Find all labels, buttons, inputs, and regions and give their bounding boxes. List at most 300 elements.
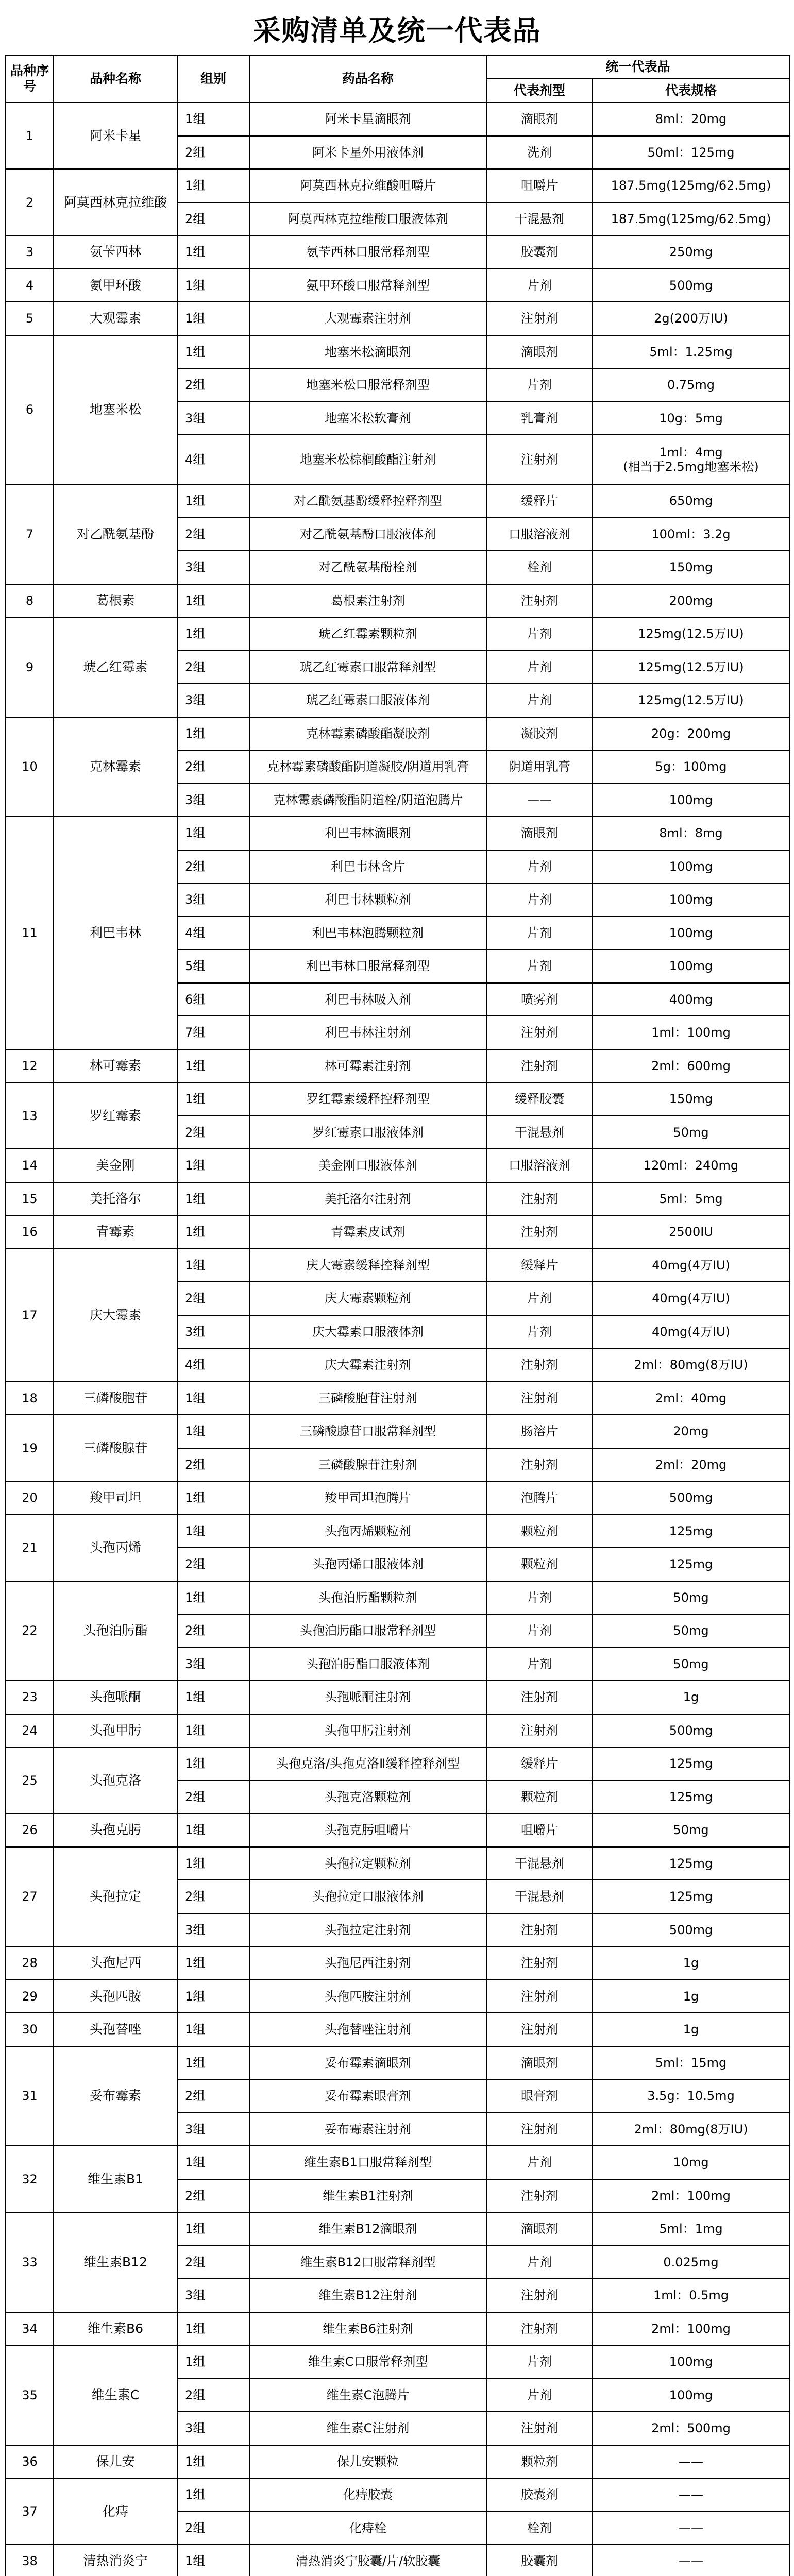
group-cell: 3组 bbox=[177, 2279, 249, 2312]
header-group: 组别 bbox=[177, 55, 249, 103]
variety-no: 11 bbox=[6, 817, 54, 1049]
rep-spec-cell: 40mg(4万IU) bbox=[593, 1249, 789, 1282]
group-cell: 1组 bbox=[177, 1980, 249, 2013]
table-row bbox=[6, 1182, 789, 1216]
drug-name-cell: 头孢拉定颗粒剂 bbox=[249, 1847, 486, 1880]
rep-spec-cell: 50mg bbox=[593, 1814, 789, 1847]
drug-name-cell: 头孢丙烯颗粒剂 bbox=[249, 1515, 486, 1548]
table-row bbox=[6, 2146, 789, 2179]
rep-spec-cell: 100mg bbox=[593, 950, 789, 983]
table-row bbox=[6, 484, 789, 518]
group-cell: 3组 bbox=[177, 2113, 249, 2146]
group-cell: 7组 bbox=[177, 1016, 249, 1049]
rep-form-cell: 注射剂 bbox=[486, 2279, 593, 2312]
header-drug: 药品名称 bbox=[249, 55, 486, 103]
variety-name: 头孢克肟 bbox=[54, 1814, 177, 1847]
group-cell: 1组 bbox=[177, 1481, 249, 1515]
drug-name-cell: 地塞米松口服常释剂型 bbox=[249, 368, 486, 402]
drug-name-cell: 利巴韦林含片 bbox=[249, 850, 486, 884]
variety-name: 头孢尼西 bbox=[54, 1946, 177, 1980]
rep-spec-cell: 50mg bbox=[593, 1116, 789, 1149]
rep-form-cell: 眼膏剂 bbox=[486, 2079, 593, 2113]
table-row bbox=[6, 584, 789, 618]
drug-name-cell: 清热消炎宁胶囊/片/软胶囊 bbox=[249, 2545, 486, 2576]
group-cell: 1组 bbox=[177, 717, 249, 751]
rep-form-cell: 注射剂 bbox=[486, 2312, 593, 2346]
drug-name-cell: 三磷酸胞苷注射剂 bbox=[249, 1382, 486, 1415]
group-cell: 1组 bbox=[177, 1215, 249, 1249]
drug-name-cell: 葛根素注射剂 bbox=[249, 584, 486, 618]
rep-form-cell: 片剂 bbox=[486, 2146, 593, 2179]
drug-name-cell: 琥乙红霉素口服常释剂型 bbox=[249, 651, 486, 684]
table-row bbox=[6, 1049, 789, 1083]
rep-form-cell: 咀嚼片 bbox=[486, 1814, 593, 1847]
drug-name-cell: 妥布霉素滴眼剂 bbox=[249, 2046, 486, 2080]
variety-name: 妥布霉素 bbox=[54, 2046, 177, 2146]
rep-form-cell: 滴眼剂 bbox=[486, 2212, 593, 2246]
variety-no: 16 bbox=[6, 1215, 54, 1249]
rep-form-cell: 干混悬剂 bbox=[486, 1880, 593, 1913]
rep-spec-cell: 2ml：100mg bbox=[593, 2179, 789, 2213]
rep-spec-cell: —— bbox=[593, 2445, 789, 2479]
table-row bbox=[6, 1382, 789, 1415]
rep-spec-cell: 187.5mg(125mg/62.5mg) bbox=[593, 202, 789, 236]
drug-name-cell: 头孢拉定注射剂 bbox=[249, 1913, 486, 1947]
group-cell: 1组 bbox=[177, 1814, 249, 1847]
variety-no: 18 bbox=[6, 1382, 54, 1415]
table-header bbox=[6, 55, 789, 103]
group-cell: 2组 bbox=[177, 1781, 249, 1814]
rep-spec-cell: 2ml：500mg bbox=[593, 2412, 789, 2445]
rep-spec-cell: 40mg(4万IU) bbox=[593, 1282, 789, 1315]
variety-no: 14 bbox=[6, 1149, 54, 1182]
variety-no: 28 bbox=[6, 1946, 54, 1980]
rep-spec-cell: —— bbox=[593, 2478, 789, 2512]
drug-name-cell: 保儿安颗粒 bbox=[249, 2445, 486, 2479]
table-row bbox=[6, 1215, 789, 1249]
rep-spec-cell: 100ml：3.2g bbox=[593, 518, 789, 551]
group-cell: 1组 bbox=[177, 169, 249, 202]
variety-name: 克林霉素 bbox=[54, 717, 177, 817]
rep-spec-cell: 1ml：4mg (相当于2.5mg地塞米松) bbox=[593, 435, 789, 484]
group-cell: 1组 bbox=[177, 584, 249, 618]
table-row bbox=[6, 1481, 789, 1515]
group-cell: 1组 bbox=[177, 103, 249, 136]
rep-spec-cell: 120ml：240mg bbox=[593, 1149, 789, 1182]
rep-form-cell: 片剂 bbox=[486, 684, 593, 717]
group-cell: 6组 bbox=[177, 983, 249, 1016]
group-cell: 3组 bbox=[177, 551, 249, 584]
variety-no: 10 bbox=[6, 717, 54, 817]
group-cell: 1组 bbox=[177, 335, 249, 369]
group-cell: 2组 bbox=[177, 1548, 249, 1581]
drug-name-cell: 头孢克洛/头孢克洛Ⅱ缓释控释剂型 bbox=[249, 1747, 486, 1781]
group-cell: 2组 bbox=[177, 136, 249, 170]
group-cell: 1组 bbox=[177, 2478, 249, 2512]
rep-form-cell: 栓剂 bbox=[486, 2512, 593, 2545]
drug-name-cell: 维生素B1口服常释剂型 bbox=[249, 2146, 486, 2179]
table-row bbox=[6, 2212, 789, 2246]
rep-form-cell: 注射剂 bbox=[486, 1215, 593, 1249]
drug-name-cell: 庆大霉素口服液体剂 bbox=[249, 1315, 486, 1349]
rep-spec-cell: 50mg bbox=[593, 1581, 789, 1615]
variety-no: 26 bbox=[6, 1814, 54, 1847]
group-cell: 1组 bbox=[177, 2146, 249, 2179]
rep-spec-cell: 100mg bbox=[593, 883, 789, 917]
drug-name-cell: 利巴韦林滴眼剂 bbox=[249, 817, 486, 850]
group-cell: 1组 bbox=[177, 1049, 249, 1083]
rep-spec-cell: 400mg bbox=[593, 983, 789, 1016]
rep-form-cell: 咀嚼片 bbox=[486, 169, 593, 202]
rep-spec-cell: 40mg(4万IU) bbox=[593, 1315, 789, 1349]
table-row bbox=[6, 169, 789, 202]
drug-name-cell: 美托洛尔注射剂 bbox=[249, 1182, 486, 1216]
rep-spec-cell: 100mg bbox=[593, 2379, 789, 2412]
rep-form-cell: 注射剂 bbox=[486, 2113, 593, 2146]
rep-form-cell: 片剂 bbox=[486, 1581, 593, 1615]
variety-name: 保儿安 bbox=[54, 2445, 177, 2479]
group-cell: 2组 bbox=[177, 850, 249, 884]
group-cell: 1组 bbox=[177, 1382, 249, 1415]
variety-no: 4 bbox=[6, 269, 54, 302]
group-cell: 1组 bbox=[177, 2212, 249, 2246]
rep-form-cell: 注射剂 bbox=[486, 1980, 593, 2013]
rep-spec-cell: 2ml：80mg(8万IU) bbox=[593, 1348, 789, 1382]
group-cell: 1组 bbox=[177, 1681, 249, 1714]
drug-name-cell: 维生素B1注射剂 bbox=[249, 2179, 486, 2213]
group-cell: 1组 bbox=[177, 302, 249, 335]
rep-form-cell: 阴道用乳膏 bbox=[486, 750, 593, 784]
group-cell: 2组 bbox=[177, 651, 249, 684]
variety-name: 三磷酸胞苷 bbox=[54, 1382, 177, 1415]
variety-name: 地塞米松 bbox=[54, 335, 177, 485]
rep-spec-cell: 1g bbox=[593, 1681, 789, 1714]
drug-name-cell: 地塞米松棕榈酸酯注射剂 bbox=[249, 435, 486, 484]
drug-name-cell: 美金刚口服液体剂 bbox=[249, 1149, 486, 1182]
rep-form-cell: 片剂 bbox=[486, 617, 593, 651]
rep-spec-cell: 100mg bbox=[593, 784, 789, 817]
variety-name: 头孢拉定 bbox=[54, 1847, 177, 1947]
table-row bbox=[6, 1714, 789, 1748]
group-cell: 2组 bbox=[177, 1880, 249, 1913]
variety-name: 葛根素 bbox=[54, 584, 177, 618]
rep-form-cell: 栓剂 bbox=[486, 551, 593, 584]
variety-name: 阿莫西林克拉维酸 bbox=[54, 169, 177, 235]
rep-spec-cell: 2g(200万IU) bbox=[593, 302, 789, 335]
variety-name: 维生素B12 bbox=[54, 2212, 177, 2312]
variety-name: 青霉素 bbox=[54, 1215, 177, 1249]
rep-spec-cell: 2ml：600mg bbox=[593, 1049, 789, 1083]
variety-no: 17 bbox=[6, 1249, 54, 1382]
group-cell: 1组 bbox=[177, 484, 249, 518]
drug-name-cell: 头孢克洛颗粒剂 bbox=[249, 1781, 486, 1814]
rep-spec-cell: 1g bbox=[593, 2013, 789, 2046]
table-row bbox=[6, 2545, 789, 2576]
drug-name-cell: 头孢泊肟酯口服常释剂型 bbox=[249, 1614, 486, 1648]
table-row bbox=[6, 2478, 789, 2512]
variety-name: 维生素B1 bbox=[54, 2146, 177, 2212]
header-rep-form: 代表剂型 bbox=[486, 79, 593, 103]
rep-form-cell: 注射剂 bbox=[486, 1382, 593, 1415]
drug-name-cell: 地塞米松软膏剂 bbox=[249, 402, 486, 435]
rep-form-cell: 注射剂 bbox=[486, 1913, 593, 1947]
rep-form-cell: 滴眼剂 bbox=[486, 103, 593, 136]
rep-form-cell: 注射剂 bbox=[486, 1182, 593, 1216]
table-row bbox=[6, 617, 789, 651]
table-row bbox=[6, 103, 789, 136]
variety-name: 氨甲环酸 bbox=[54, 269, 177, 302]
rep-spec-cell: 8ml：20mg bbox=[593, 103, 789, 136]
group-cell: 1组 bbox=[177, 269, 249, 302]
variety-name: 头孢匹胺 bbox=[54, 1980, 177, 2013]
variety-name: 罗红霉素 bbox=[54, 1082, 177, 1149]
variety-no: 8 bbox=[6, 584, 54, 618]
drug-name-cell: 头孢哌酮注射剂 bbox=[249, 1681, 486, 1714]
rep-form-cell: 颗粒剂 bbox=[486, 2445, 593, 2479]
table-body bbox=[6, 103, 789, 2576]
drug-name-cell: 阿米卡星滴眼剂 bbox=[249, 103, 486, 136]
drug-name-cell: 维生素B6注射剂 bbox=[249, 2312, 486, 2346]
rep-spec-cell: 2ml：80mg(8万IU) bbox=[593, 2113, 789, 2146]
drug-name-cell: 妥布霉素眼膏剂 bbox=[249, 2079, 486, 2113]
rep-spec-cell: 1g bbox=[593, 1980, 789, 2013]
variety-no: 38 bbox=[6, 2545, 54, 2576]
table-row bbox=[6, 1814, 789, 1847]
rep-form-cell: 片剂 bbox=[486, 2345, 593, 2379]
group-cell: 3组 bbox=[177, 1913, 249, 1947]
group-cell: 2组 bbox=[177, 2179, 249, 2213]
group-cell: 4组 bbox=[177, 917, 249, 950]
rep-form-cell: 注射剂 bbox=[486, 1348, 593, 1382]
variety-no: 21 bbox=[6, 1515, 54, 1581]
variety-no: 13 bbox=[6, 1082, 54, 1149]
variety-name: 化痔 bbox=[54, 2478, 177, 2545]
variety-no: 29 bbox=[6, 1980, 54, 2013]
rep-form-cell: 片剂 bbox=[486, 269, 593, 302]
group-cell: 1组 bbox=[177, 617, 249, 651]
variety-no: 30 bbox=[6, 2013, 54, 2046]
variety-no: 27 bbox=[6, 1847, 54, 1947]
table-row bbox=[6, 2312, 789, 2346]
drug-name-cell: 罗红霉素缓释控释剂型 bbox=[249, 1082, 486, 1116]
group-cell: 1组 bbox=[177, 2445, 249, 2479]
rep-form-cell: 缓释片 bbox=[486, 1747, 593, 1781]
rep-form-cell: 片剂 bbox=[486, 917, 593, 950]
rep-form-cell: 注射剂 bbox=[486, 1681, 593, 1714]
rep-form-cell: 口服溶液剂 bbox=[486, 518, 593, 551]
variety-name: 头孢甲肟 bbox=[54, 1714, 177, 1748]
drug-name-cell: 维生素B12滴眼剂 bbox=[249, 2212, 486, 2246]
group-cell: 2组 bbox=[177, 1614, 249, 1648]
group-cell: 3组 bbox=[177, 402, 249, 435]
drug-name-cell: 妥布霉素注射剂 bbox=[249, 2113, 486, 2146]
table-row bbox=[6, 717, 789, 751]
drug-name-cell: 罗红霉素口服液体剂 bbox=[249, 1116, 486, 1149]
drug-name-cell: 头孢拉定口服液体剂 bbox=[249, 1880, 486, 1913]
rep-spec-cell: —— bbox=[593, 2512, 789, 2545]
group-cell: 1组 bbox=[177, 1515, 249, 1548]
rep-spec-cell: 50mg bbox=[593, 1648, 789, 1681]
drug-name-cell: 大观霉素注射剂 bbox=[249, 302, 486, 335]
rep-spec-cell: 10g：5mg bbox=[593, 402, 789, 435]
rep-form-cell: 片剂 bbox=[486, 1614, 593, 1648]
rep-spec-cell: 150mg bbox=[593, 1082, 789, 1116]
drug-name-cell: 化痔胶囊 bbox=[249, 2478, 486, 2512]
rep-spec-cell: 1ml：0.5mg bbox=[593, 2279, 789, 2312]
group-cell: 1组 bbox=[177, 1714, 249, 1748]
rep-spec-cell: 500mg bbox=[593, 1913, 789, 1947]
rep-form-cell: 片剂 bbox=[486, 1648, 593, 1681]
rep-form-cell: 片剂 bbox=[486, 883, 593, 917]
variety-name: 头孢克洛 bbox=[54, 1747, 177, 1814]
rep-form-cell: —— bbox=[486, 784, 593, 817]
rep-spec-cell: 20mg bbox=[593, 1415, 789, 1448]
drug-name-cell: 阿米卡星外用液体剂 bbox=[249, 136, 486, 170]
drug-name-cell: 利巴韦林颗粒剂 bbox=[249, 883, 486, 917]
group-cell: 2组 bbox=[177, 202, 249, 236]
rep-form-cell: 片剂 bbox=[486, 1315, 593, 1349]
drug-name-cell: 头孢匹胺注射剂 bbox=[249, 1980, 486, 2013]
rep-form-cell: 颗粒剂 bbox=[486, 1548, 593, 1581]
variety-name: 美金刚 bbox=[54, 1149, 177, 1182]
rep-spec-cell: 150mg bbox=[593, 551, 789, 584]
rep-form-cell: 注射剂 bbox=[486, 584, 593, 618]
rep-spec-cell: 2ml：100mg bbox=[593, 2312, 789, 2346]
group-cell: 3组 bbox=[177, 1315, 249, 1349]
group-cell: 4组 bbox=[177, 1348, 249, 1382]
rep-spec-cell: 1g bbox=[593, 1946, 789, 1980]
rep-spec-cell: 2500IU bbox=[593, 1215, 789, 1249]
rep-form-cell: 片剂 bbox=[486, 651, 593, 684]
rep-spec-cell: 20g：200mg bbox=[593, 717, 789, 751]
drug-name-cell: 维生素B12口服常释剂型 bbox=[249, 2246, 486, 2279]
rep-form-cell: 缓释胶囊 bbox=[486, 1082, 593, 1116]
rep-spec-cell: 1ml：100mg bbox=[593, 1016, 789, 1049]
rep-form-cell: 凝胶剂 bbox=[486, 717, 593, 751]
variety-name: 羧甲司坦 bbox=[54, 1481, 177, 1515]
rep-spec-cell: 5ml：1mg bbox=[593, 2212, 789, 2246]
group-cell: 1组 bbox=[177, 1581, 249, 1615]
drug-name-cell: 利巴韦林吸入剂 bbox=[249, 983, 486, 1016]
rep-form-cell: 泡腾片 bbox=[486, 1481, 593, 1515]
rep-spec-cell: 125mg bbox=[593, 1847, 789, 1880]
drug-name-cell: 头孢泊肟酯口服液体剂 bbox=[249, 1648, 486, 1681]
rep-spec-cell: 5ml：5mg bbox=[593, 1182, 789, 1216]
variety-name: 头孢哌酮 bbox=[54, 1681, 177, 1714]
rep-form-cell: 肠溶片 bbox=[486, 1415, 593, 1448]
rep-form-cell: 胶囊剂 bbox=[486, 2545, 593, 2576]
group-cell: 1组 bbox=[177, 235, 249, 269]
group-cell: 3组 bbox=[177, 784, 249, 817]
drug-name-cell: 琥乙红霉素口服液体剂 bbox=[249, 684, 486, 717]
drug-name-cell: 阿莫西林克拉维酸口服液体剂 bbox=[249, 202, 486, 236]
drug-name-cell: 对乙酰氨基酚栓剂 bbox=[249, 551, 486, 584]
rep-form-cell: 口服溶液剂 bbox=[486, 1149, 593, 1182]
table-row bbox=[6, 1581, 789, 1615]
variety-no: 36 bbox=[6, 2445, 54, 2479]
rep-form-cell: 滴眼剂 bbox=[486, 2046, 593, 2080]
rep-form-cell: 片剂 bbox=[486, 368, 593, 402]
rep-spec-cell: 50ml：125mg bbox=[593, 136, 789, 170]
group-cell: 1组 bbox=[177, 2545, 249, 2576]
variety-no: 3 bbox=[6, 235, 54, 269]
group-cell: 1组 bbox=[177, 1182, 249, 1216]
page-title: 采购清单及统一代表品 bbox=[252, 14, 542, 47]
rep-spec-cell: 100mg bbox=[593, 850, 789, 884]
rep-form-cell: 乳膏剂 bbox=[486, 402, 593, 435]
rep-form-cell: 滴眼剂 bbox=[486, 335, 593, 369]
group-cell: 2组 bbox=[177, 1282, 249, 1315]
group-cell: 1组 bbox=[177, 1249, 249, 1282]
table-row bbox=[6, 2445, 789, 2479]
rep-spec-cell: 125mg bbox=[593, 1880, 789, 1913]
group-cell: 1组 bbox=[177, 1747, 249, 1781]
group-cell: 2组 bbox=[177, 2246, 249, 2279]
rep-spec-cell: 500mg bbox=[593, 1714, 789, 1748]
variety-name: 维生素B6 bbox=[54, 2312, 177, 2346]
drug-name-cell: 化痔栓 bbox=[249, 2512, 486, 2545]
drug-name-cell: 青霉素皮试剂 bbox=[249, 1215, 486, 1249]
group-cell: 1组 bbox=[177, 2345, 249, 2379]
header-rep-spec: 代表规格 bbox=[593, 79, 789, 103]
rep-spec-cell: 3.5g：10.5mg bbox=[593, 2079, 789, 2113]
table-row bbox=[6, 302, 789, 335]
variety-name: 林可霉素 bbox=[54, 1049, 177, 1083]
variety-no: 24 bbox=[6, 1714, 54, 1748]
rep-form-cell: 注射剂 bbox=[486, 1714, 593, 1748]
group-cell: 1组 bbox=[177, 2046, 249, 2080]
variety-name: 氨苄西林 bbox=[54, 235, 177, 269]
variety-name: 维生素C bbox=[54, 2345, 177, 2445]
variety-no: 23 bbox=[6, 1681, 54, 1714]
group-cell: 1组 bbox=[177, 1149, 249, 1182]
drug-name-cell: 利巴韦林泡腾颗粒剂 bbox=[249, 917, 486, 950]
variety-name: 头孢替唑 bbox=[54, 2013, 177, 2046]
drug-name-cell: 对乙酰氨基酚口服液体剂 bbox=[249, 518, 486, 551]
variety-name: 三磷酸腺苷 bbox=[54, 1415, 177, 1481]
variety-name: 头孢泊肟酯 bbox=[54, 1581, 177, 1681]
table-row bbox=[6, 2013, 789, 2046]
rep-spec-cell: 125mg(12.5万IU) bbox=[593, 684, 789, 717]
rep-form-cell: 片剂 bbox=[486, 850, 593, 884]
group-cell: 3组 bbox=[177, 2412, 249, 2445]
drug-name-cell: 庆大霉素缓释控释剂型 bbox=[249, 1249, 486, 1282]
rep-spec-cell: —— bbox=[593, 2545, 789, 2576]
drug-name-cell: 阿莫西林克拉维酸咀嚼片 bbox=[249, 169, 486, 202]
rep-form-cell: 片剂 bbox=[486, 950, 593, 983]
group-cell: 2组 bbox=[177, 368, 249, 402]
table-row bbox=[6, 2345, 789, 2379]
group-cell: 1组 bbox=[177, 817, 249, 850]
variety-no: 6 bbox=[6, 335, 54, 485]
variety-no: 5 bbox=[6, 302, 54, 335]
group-cell: 3组 bbox=[177, 883, 249, 917]
table-row bbox=[6, 1946, 789, 1980]
drug-name-cell: 克林霉素磷酸酯凝胶剂 bbox=[249, 717, 486, 751]
variety-no: 9 bbox=[6, 617, 54, 717]
variety-no: 34 bbox=[6, 2312, 54, 2346]
table-row bbox=[6, 1249, 789, 1282]
variety-no: 33 bbox=[6, 2212, 54, 2312]
rep-form-cell: 滴眼剂 bbox=[486, 817, 593, 850]
rep-spec-cell: 0.75mg bbox=[593, 368, 789, 402]
drug-name-cell: 三磷酸腺苷注射剂 bbox=[249, 1448, 486, 1482]
table-row bbox=[6, 1980, 789, 2013]
group-cell: 1组 bbox=[177, 1415, 249, 1448]
drug-name-cell: 氨甲环酸口服常释剂型 bbox=[249, 269, 486, 302]
group-cell: 2组 bbox=[177, 750, 249, 784]
drug-name-cell: 头孢丙烯口服液体剂 bbox=[249, 1548, 486, 1581]
